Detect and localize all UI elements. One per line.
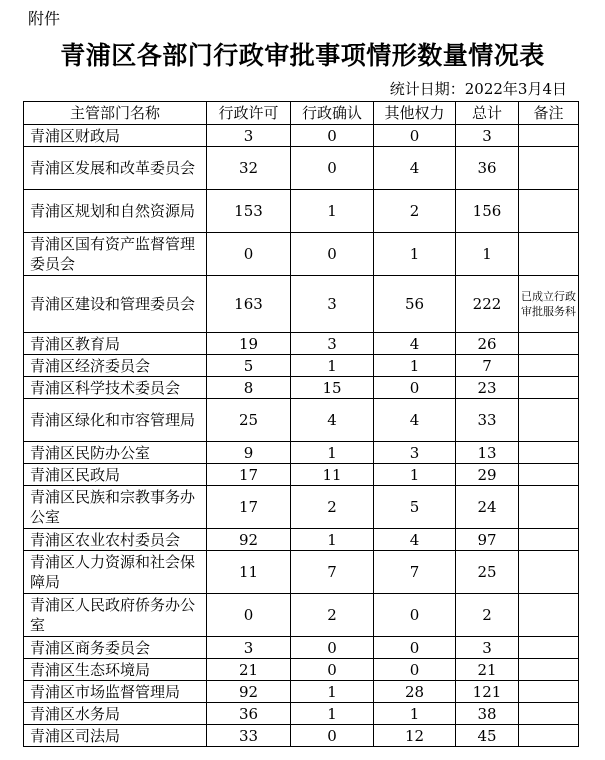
confirm-cell: 0 xyxy=(291,725,374,747)
note-cell xyxy=(519,725,579,747)
license-cell: 32 xyxy=(207,147,291,190)
note-cell xyxy=(519,125,579,147)
confirm-cell: 2 xyxy=(291,594,374,637)
table-row xyxy=(24,442,579,464)
confirm-cell: 3 xyxy=(291,333,374,355)
department-cell: 青浦区绿化和市容管理局 xyxy=(24,399,207,442)
department-cell: 青浦区民防办公室 xyxy=(24,442,207,464)
note-cell xyxy=(519,147,579,190)
note-cell xyxy=(519,594,579,637)
other-cell: 2 xyxy=(374,190,456,233)
column-header-license: 行政许可 xyxy=(207,102,291,125)
department-cell: 青浦区水务局 xyxy=(24,703,207,725)
license-cell: 25 xyxy=(207,399,291,442)
confirm-cell: 0 xyxy=(291,659,374,681)
table-row xyxy=(24,147,579,190)
total-cell: 25 xyxy=(456,551,519,594)
license-cell: 92 xyxy=(207,529,291,551)
department-cell: 青浦区财政局 xyxy=(24,125,207,147)
table-row xyxy=(24,464,579,486)
confirm-cell: 0 xyxy=(291,637,374,659)
department-cell: 青浦区民政局 xyxy=(24,464,207,486)
other-cell: 7 xyxy=(374,551,456,594)
column-header-total: 总计 xyxy=(456,102,519,125)
department-cell: 青浦区生态环境局 xyxy=(24,659,207,681)
confirm-cell: 0 xyxy=(291,125,374,147)
department-cell: 青浦区市场监督管理局 xyxy=(24,681,207,703)
license-cell: 8 xyxy=(207,377,291,399)
table-row xyxy=(24,125,579,147)
total-cell: 36 xyxy=(456,147,519,190)
total-cell: 29 xyxy=(456,464,519,486)
table-row xyxy=(24,703,579,725)
note-cell xyxy=(519,551,579,594)
other-cell: 1 xyxy=(374,464,456,486)
attachment-label: 附件 xyxy=(28,9,61,28)
total-cell: 21 xyxy=(456,659,519,681)
table-row xyxy=(24,233,579,276)
total-cell: 45 xyxy=(456,725,519,747)
statistics-date: 统计日期：2022年3月4日 xyxy=(389,80,567,98)
table-row xyxy=(24,377,579,399)
other-cell: 12 xyxy=(374,725,456,747)
total-cell: 23 xyxy=(456,377,519,399)
total-cell: 97 xyxy=(456,529,519,551)
column-header-confirm: 行政确认 xyxy=(291,102,374,125)
table-header-row xyxy=(24,102,579,125)
note-cell xyxy=(519,377,579,399)
note-cell xyxy=(519,464,579,486)
note-cell xyxy=(519,442,579,464)
note-cell xyxy=(519,190,579,233)
table-row xyxy=(24,529,579,551)
total-cell: 33 xyxy=(456,399,519,442)
department-cell: 青浦区经济委员会 xyxy=(24,355,207,377)
department-cell: 青浦区国有资产监督管理委员会 xyxy=(24,233,207,276)
confirm-cell: 7 xyxy=(291,551,374,594)
department-cell: 青浦区发展和改革委员会 xyxy=(24,147,207,190)
license-cell: 36 xyxy=(207,703,291,725)
license-cell: 153 xyxy=(207,190,291,233)
note-cell xyxy=(519,529,579,551)
other-cell: 1 xyxy=(374,703,456,725)
note-cell xyxy=(519,486,579,529)
department-cell: 青浦区民族和宗教事务办公室 xyxy=(24,486,207,529)
total-cell: 121 xyxy=(456,681,519,703)
table-row xyxy=(24,594,579,637)
total-cell: 3 xyxy=(456,637,519,659)
other-cell: 28 xyxy=(374,681,456,703)
confirm-cell: 1 xyxy=(291,190,374,233)
total-cell: 222 xyxy=(456,276,519,333)
table-row xyxy=(24,659,579,681)
other-cell: 0 xyxy=(374,659,456,681)
other-cell: 0 xyxy=(374,377,456,399)
confirm-cell: 0 xyxy=(291,147,374,190)
total-cell: 3 xyxy=(456,125,519,147)
other-cell: 4 xyxy=(374,147,456,190)
department-cell: 青浦区农业农村委员会 xyxy=(24,529,207,551)
note-cell xyxy=(519,659,579,681)
license-cell: 19 xyxy=(207,333,291,355)
department-cell: 青浦区人民政府侨务办公室 xyxy=(24,594,207,637)
table-row xyxy=(24,276,579,333)
license-cell: 3 xyxy=(207,637,291,659)
department-cell: 青浦区科学技术委员会 xyxy=(24,377,207,399)
other-cell: 0 xyxy=(374,637,456,659)
confirm-cell: 0 xyxy=(291,233,374,276)
table-row xyxy=(24,681,579,703)
column-header-other: 其他权力 xyxy=(374,102,456,125)
table-row xyxy=(24,551,579,594)
license-cell: 21 xyxy=(207,659,291,681)
confirm-cell: 11 xyxy=(291,464,374,486)
department-cell: 青浦区教育局 xyxy=(24,333,207,355)
table-row xyxy=(24,486,579,529)
other-cell: 56 xyxy=(374,276,456,333)
confirm-cell: 1 xyxy=(291,529,374,551)
note-cell xyxy=(519,703,579,725)
total-cell: 24 xyxy=(456,486,519,529)
note-cell xyxy=(519,333,579,355)
note-cell xyxy=(519,399,579,442)
confirm-cell: 3 xyxy=(291,276,374,333)
confirm-cell: 2 xyxy=(291,486,374,529)
license-cell: 0 xyxy=(207,233,291,276)
total-cell: 26 xyxy=(456,333,519,355)
license-cell: 17 xyxy=(207,486,291,529)
total-cell: 7 xyxy=(456,355,519,377)
license-cell: 3 xyxy=(207,125,291,147)
license-cell: 11 xyxy=(207,551,291,594)
note-cell xyxy=(519,681,579,703)
table-row xyxy=(24,333,579,355)
department-cell: 青浦区司法局 xyxy=(24,725,207,747)
license-cell: 0 xyxy=(207,594,291,637)
department-cell: 青浦区人力资源和社会保障局 xyxy=(24,551,207,594)
total-cell: 2 xyxy=(456,594,519,637)
license-cell: 17 xyxy=(207,464,291,486)
department-cell: 青浦区商务委员会 xyxy=(24,637,207,659)
total-cell: 156 xyxy=(456,190,519,233)
approval-table xyxy=(23,101,579,747)
other-cell: 1 xyxy=(374,355,456,377)
column-header-department: 主管部门名称 xyxy=(24,102,207,125)
other-cell: 5 xyxy=(374,486,456,529)
note-cell xyxy=(519,355,579,377)
table-row xyxy=(24,637,579,659)
table-row xyxy=(24,399,579,442)
page-title: 青浦区各部门行政审批事项情形数量情况表 xyxy=(60,41,545,70)
note-cell xyxy=(519,233,579,276)
confirm-cell: 1 xyxy=(291,355,374,377)
confirm-cell: 1 xyxy=(291,681,374,703)
confirm-cell: 1 xyxy=(291,703,374,725)
table-row xyxy=(24,190,579,233)
note-cell: 已成立行政审批服务科 xyxy=(519,276,579,333)
license-cell: 163 xyxy=(207,276,291,333)
license-cell: 9 xyxy=(207,442,291,464)
other-cell: 1 xyxy=(374,233,456,276)
other-cell: 0 xyxy=(374,125,456,147)
table-row xyxy=(24,355,579,377)
confirm-cell: 1 xyxy=(291,442,374,464)
other-cell: 3 xyxy=(374,442,456,464)
other-cell: 4 xyxy=(374,333,456,355)
note-cell xyxy=(519,637,579,659)
total-cell: 1 xyxy=(456,233,519,276)
other-cell: 4 xyxy=(374,529,456,551)
license-cell: 5 xyxy=(207,355,291,377)
department-cell: 青浦区建设和管理委员会 xyxy=(24,276,207,333)
confirm-cell: 4 xyxy=(291,399,374,442)
column-header-note: 备注 xyxy=(519,102,579,125)
license-cell: 92 xyxy=(207,681,291,703)
department-cell: 青浦区规划和自然资源局 xyxy=(24,190,207,233)
license-cell: 33 xyxy=(207,725,291,747)
other-cell: 0 xyxy=(374,594,456,637)
table-row xyxy=(24,725,579,747)
total-cell: 38 xyxy=(456,703,519,725)
confirm-cell: 15 xyxy=(291,377,374,399)
other-cell: 4 xyxy=(374,399,456,442)
total-cell: 13 xyxy=(456,442,519,464)
